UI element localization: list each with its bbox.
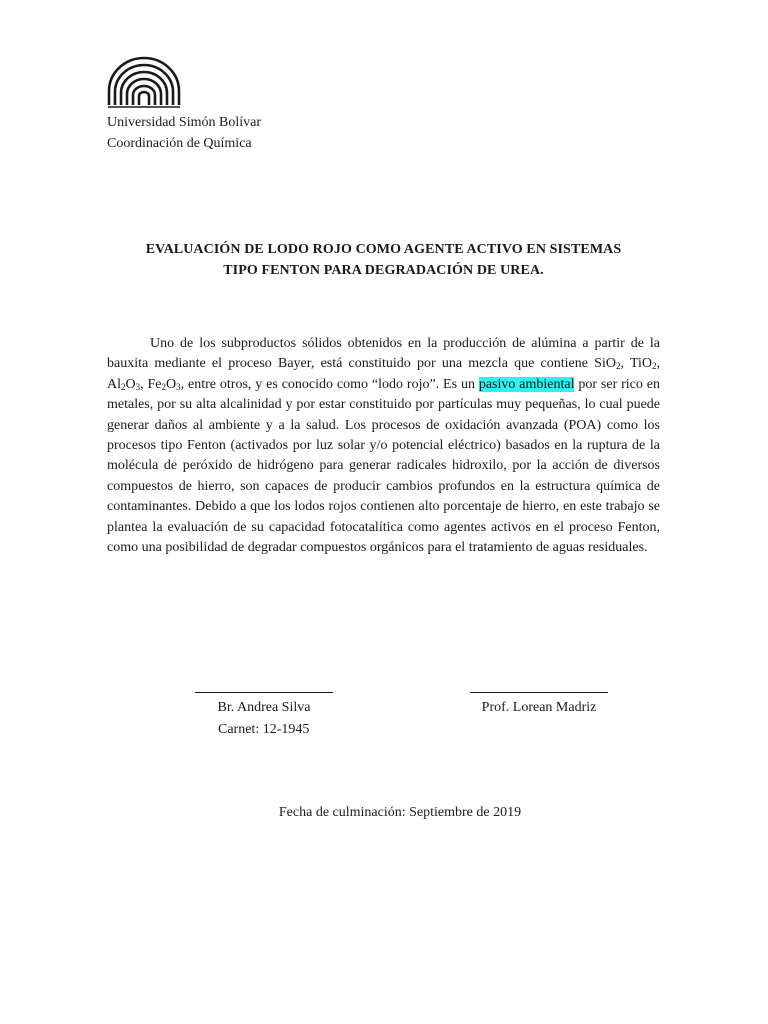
student-name: Br. Andrea Silva [217,700,311,715]
signature-line [470,678,608,693]
formula-tio2: TiO$_2$ [629,356,657,372]
abstract-text-2: , entre otros, y es conocido como “lodo rojo”. Es un [180,376,479,392]
advisor-name: Prof. Lorean Madriz [481,700,597,715]
title-line-1: EVALUACIÓN DE LODO ROJO COMO AGENTE ACTIVO EN SISTEMAS [145,242,622,257]
formula-fe2o3: $Fe_2O_3$ [147,376,181,392]
institution-header [107,112,261,154]
department-name: Coordinación de Química [107,136,252,151]
university-name: Universidad Simón Bolívar [107,115,261,130]
title-line-2: TIPO FENTON PARA DEGRADACIÓN DE UREA. [223,263,544,278]
document-title [107,239,660,281]
completion-date: Fecha de culminación: Septiembre de 2019 [278,805,522,820]
formula-al2o3: $Al_2O_3$ [107,376,141,392]
abstract-text-3: por ser rico en metales, por su alta alcalinidad y por estar constituido por partículas muy pequeñas, lo cual puede generar daños al ambiente y a la salud. Los procesos de oxidación avanzada (POA) como los procesos tipo Fenton (activados por luz solar y/o potencial eléctrico) basados en la ruptura de la molécula de peróxido de hidrógeno para generar radicales hidroxilo, por la acción de diversos compuestos de hierro, son capaces de producir cambios profundos en la estructura química de contaminantes. Debido a que los lodos rojos contienen alto porcentaje de hierro, en este trabajo se plantea la evaluación de su capacidad fotocatalítica como agentes activos en el proceso Fenton, como una posibilidad de degradar compuestos orgánicos para el tratamiento de aguas residuales. [107,376,660,556]
formula-sio2: SiO$_2$ [594,356,621,372]
abstract-paragraph: Uno de los subproductos sólidos obtenidos en la producción de alúmina a partir de la bauxita mediante el proceso Bayer, está constituido por una mezcla que contiene SiO$_2$, TiO$_2$, $Al_2O_3$, $Fe_2O_3$, entre otros, y es conocido como “lodo rojo”. Es un pasivo ambiental por ser rico en metales, por su alta alcalinidad y por estar constituido por partículas muy pequeñas, lo cual puede generar daños al ambiente y a la salud. Los procesos de oxidación avanzada (POA) como los procesos tipo Fenton (activados por luz solar y/o potencial eléctrico) basados en la ruptura de la molécula de peróxido de hidrógeno para generar radicales hidroxilo, por la acción de diversos compuestos de hierro, son capaces de producir cambios profundos en la estructura química de contaminantes. Debido a que los lodos rojos contienen alto porcentaje de hierro, en este trabajo se plantea la evaluación de su capacidad fotocatalítica como agentes activos en el proceso Fenton, como una posibilidad de degradar compuestos orgánicos para el tratamiento de aguas residuales. [107,336,660,556]
student-signature-block [194,678,334,718]
university-logo-icon [106,55,182,111]
signature-line [195,678,333,693]
highlighted-text: pasivo ambiental [478,376,575,392]
student-carnet: Carnet: 12-1945 [218,722,310,737]
abstract-text-1: Uno de los subproductos sólidos obtenidos en la producción de alúmina a partir de la bauxita mediante el proceso Bayer, está constituido por una mezcla que contiene [107,336,660,372]
advisor-signature-block [469,678,609,718]
